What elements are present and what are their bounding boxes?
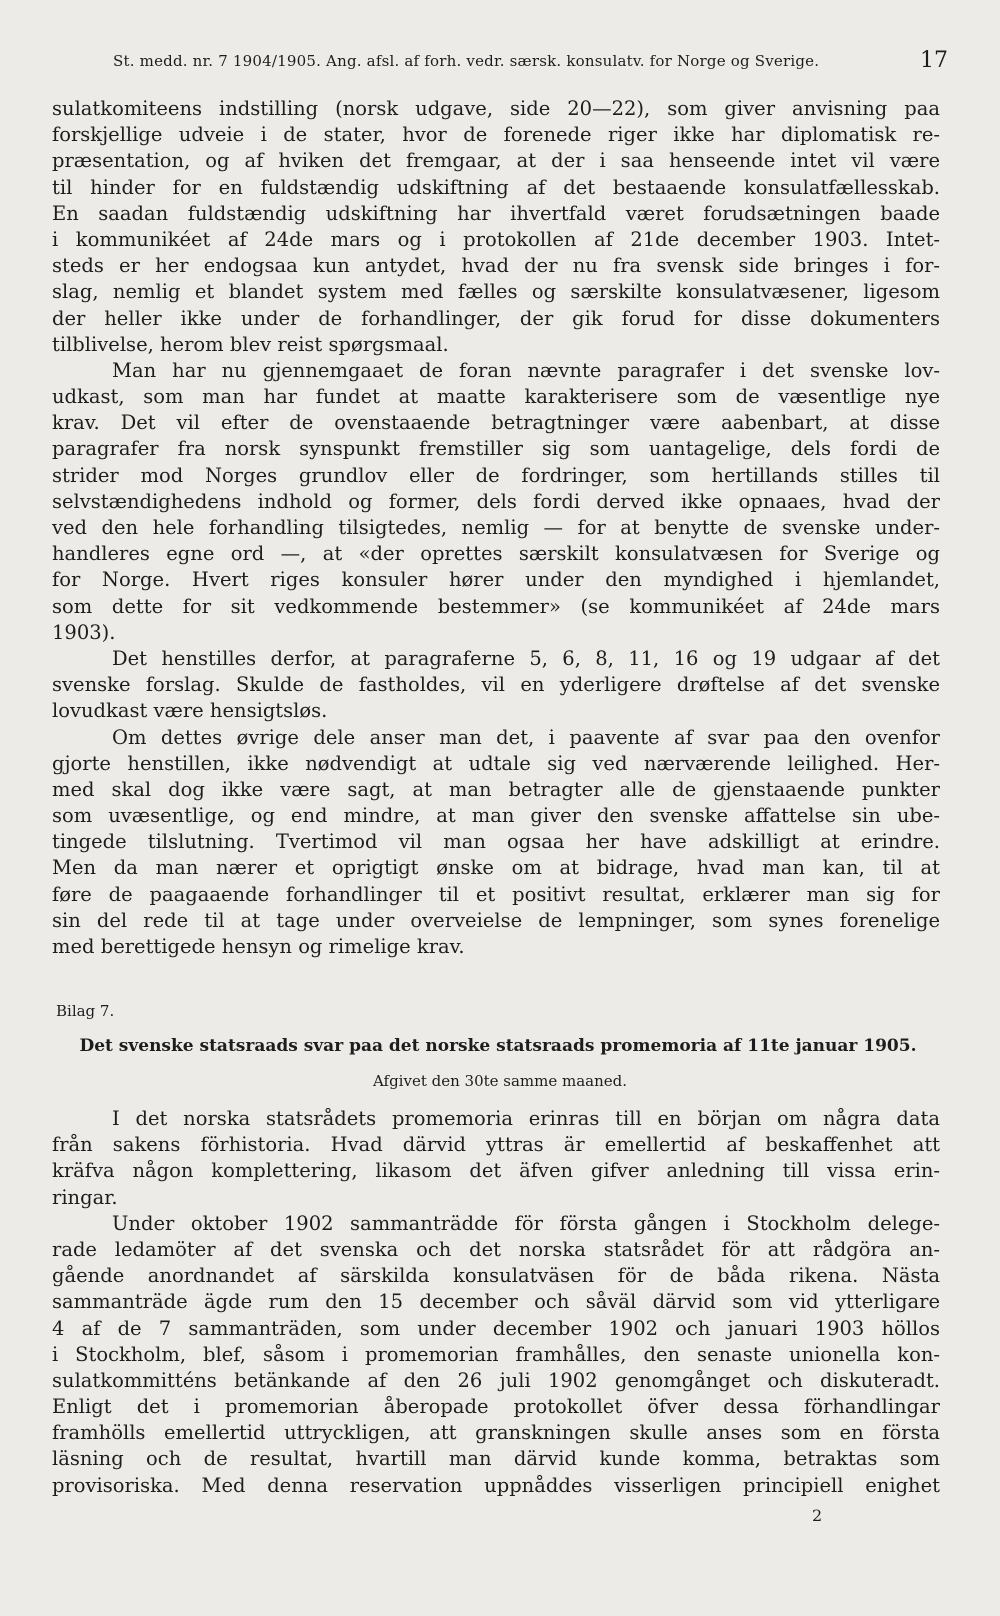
text-line: ved den hele forhandling tilsigtedes, nemlig — for at benytte de svenske under- <box>52 516 940 539</box>
text-line: gående anordnandet af särskilda konsulatväsen för de båda rikena. Nästa <box>52 1264 940 1288</box>
text-line: sin del rede til at tage under overveielse de lempninger, som synes forenelige <box>52 908 940 932</box>
text-line: strider mod Norges grundlov eller de fordringer, som hertillands stilles til <box>52 463 940 487</box>
text-line: En saadan fuldstændig udskiftning har ihvertfald været forudsætningen baade <box>52 201 940 225</box>
text-line: udkast, som man har fundet at maatte karakterisere som de væsentlige nye <box>52 385 940 409</box>
text-line: Enligt det i promemorian åberopade protokollet öfver dessa förhandlingar <box>52 1395 940 1419</box>
text-line: føre de paagaaende forhandlinger til et positivt resultat, erklærer man sig for <box>52 882 940 906</box>
text-line: från sakens förhistoria. Hvad därvid yttras är emellertid af beskaffenhet att <box>52 1133 940 1157</box>
text-line: med berettigede hensyn og rimelige krav. <box>52 935 465 958</box>
text-line: ringar. <box>52 1185 118 1209</box>
text-line: rade ledamöter af det svenska och det norska statsrådet för att rådgöra an- <box>52 1237 940 1261</box>
text-line: sulatkomiteens indstilling (norsk udgave, side 20—22), som giver anvisning paa <box>52 97 940 120</box>
text-line: Under oktober 1902 sammanträdde för första gången i Stockholm delege- <box>112 1211 940 1235</box>
text-line: provisoriska. Med denna reservation uppnåddes visserligen principiell enighet <box>52 1473 940 1497</box>
text-line: handleres egne ord —, at «der oprettes særskilt konsulatvæsen for Sverige og <box>52 542 940 566</box>
text-line: i Stockholm, blef, såsom i promemorian framhålles, den senaste unionella kon- <box>52 1342 940 1366</box>
text-line: gjorte henstillen, ikke nødvendigt at udtale sig ved nærværende leilighed. Her- <box>52 751 940 775</box>
text-line: Men da man nærer et oprigtigt ønske om at bidrage, hvad man kan, til at <box>52 856 940 880</box>
text-line: steds er her endogsaa kun antydet, hvad der nu fra svensk side bringes i for- <box>52 254 940 278</box>
text-line: Om dettes øvrige dele anser man det, i paavente af svar paa den ovenfor <box>112 725 940 749</box>
text-line: läsning och de resultat, hvartill man därvid kunde komma, betraktas som <box>52 1447 940 1471</box>
running-title: St. medd. nr. 7 1904/1905. Ang. afsl. af forh. vedr. særsk. konsulatv. for Norge og Sverige. <box>113 52 820 70</box>
text-line: 1903). <box>52 620 116 644</box>
page-number: 17 <box>920 48 948 73</box>
text-line: sammanträde ägde rum den 15 december och såväl därvid som vid ytterligare <box>52 1290 940 1314</box>
text-line: krav. Det vil efter de ovenstaaende betragtninger være aabenbart, at disse <box>52 411 940 435</box>
text-line: med skal dog ikke være sagt, at man betragter alle de gjenstaaende punkter <box>52 777 940 801</box>
text-line: for Norge. Hvert riges konsuler hører under den myndighed i hjemlandet, <box>52 568 940 592</box>
text-line: lovudkast være hensigtsløs. <box>52 699 328 723</box>
running-header <box>113 44 948 84</box>
text-line: præsentation, og af hviken det fremgaar, at der i saa henseende intet vil være <box>52 149 940 173</box>
text-line: svenske forslag. Skulde de fastholdes, vil en yderligere drøftelse af det svenske <box>52 673 940 697</box>
text-line: framhölls emellertid uttryckligen, att granskningen skulle anses som en första <box>52 1421 940 1445</box>
text-line: i kommunikéet af 24de mars og i protokollen af 21de december 1903. Intet- <box>52 227 940 251</box>
text-line: 4 af de 7 sammanträden, som under december 1902 och januari 1903 höllos <box>52 1316 940 1340</box>
appendix-subtitle: Afgivet den 30te samme maaned. <box>372 1072 628 1090</box>
text-line: I det norska statsrådets promemoria erinras till en början om några data <box>112 1107 940 1130</box>
text-line: som uvæsentlige, og end mindre, at man giver den svenske affattelse sin ube- <box>52 804 940 828</box>
text-line: tingede tilslutning. Tvertimod vil man ogsaa her have adskilligt at erindre. <box>52 830 940 854</box>
appendix-title: Det svenske statsraads svar paa det norske statsraads promemoria af 11te januar 1905. <box>79 1036 917 1056</box>
text-line: tilblivelse, herom blev reist spørgsmaal. <box>52 332 449 356</box>
text-line: slag, nemlig et blandet system med fælles og særskilte konsulatvæsener, ligesom <box>52 280 940 304</box>
text-line: der heller ikke under de forhandlinger, der gik forud for disse dokumenters <box>52 306 940 330</box>
body-text-norwegian <box>52 96 940 960</box>
text-line: kräfva någon komplettering, likasom det äfven gifver anledning till vissa erin- <box>52 1159 940 1183</box>
text-line: til hinder for en fuldstændig udskiftning af det bestaaende konsulatfællesskab. <box>52 175 940 199</box>
text-line: sulatkommitténs betänkande af den 26 juli 1902 genomgånget och diskuteradt. <box>52 1368 940 1392</box>
appendix-label: Bilag 7. <box>56 1002 115 1020</box>
text-line: selvstændighedens indhold og former, dels fordi derved ikke opnaaes, hvad der <box>52 489 940 513</box>
text-line: paragrafer fra norsk synspunkt fremstiller sig som uantagelige, dels fordi de <box>52 437 940 461</box>
text-line: Man har nu gjennemgaaet de foran nævnte paragrafer i det svenske lov- <box>112 358 940 382</box>
body-text-swedish <box>52 1106 940 1499</box>
text-line: som dette for sit vedkommende bestemmer» (se kommunikéet af 24de mars <box>52 594 940 618</box>
text-line: forskjellige udveie i de stater, hvor de forenede riger ikke har diplomatisk re- <box>52 123 940 147</box>
signature-mark: 2 <box>812 1506 823 1525</box>
text-line: Det henstilles derfor, at paragraferne 5, 6, 8, 11, 16 og 19 udgaar af det <box>112 646 940 670</box>
